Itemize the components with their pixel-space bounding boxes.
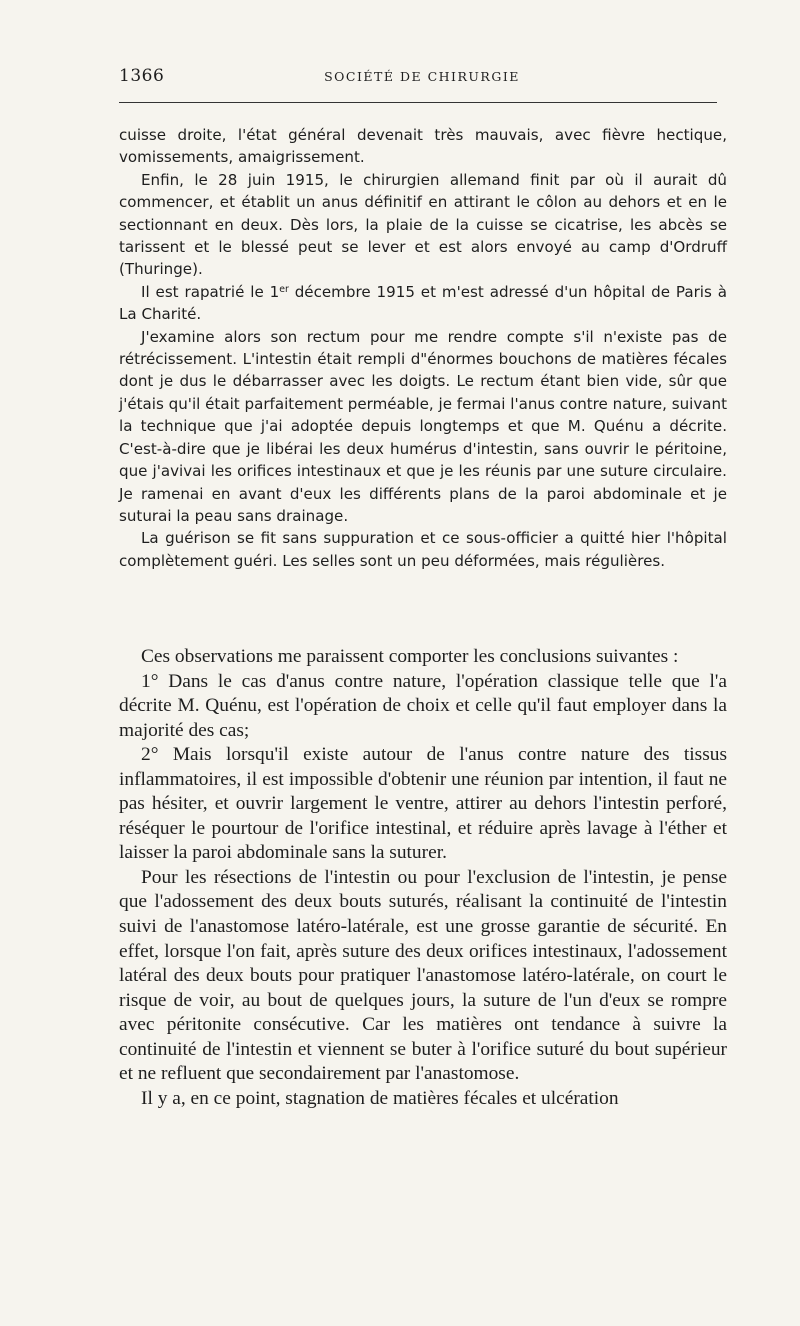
paragraph: Il y a, en ce point, stagnation de matières fécales et ulcération	[141, 1087, 619, 1109]
text-run: décembre 1915 et m'est adressé d'un hôpital de Paris à La Charité.	[119, 282, 727, 324]
running-title: SOCIÉTÉ DE CHIRURGIE	[324, 69, 520, 84]
page-number: 1366	[119, 66, 165, 86]
paragraph: 1° Dans le cas d'anus contre nature, l'opération classique telle que l'a décrite M. Quénu, est l'opération de choix et celle qu'il faut employer dans la majorité des cas;	[119, 670, 727, 741]
paragraph: Enfin, le 28 juin 1915, le chirurgien allemand finit par où il aurait dû commencer, et établit un anus définitif en attirant le côlon au dehors et en le sectionnant en deux. Dès lors, la plaie de la cuisse se cicatrise, les abcès se tarissent et le blessé peut se lever et est alors envoyé au camp d'Ordruff (Thuringe).	[119, 170, 727, 279]
page-header	[119, 66, 725, 92]
ordinal-superscript: er	[279, 283, 289, 295]
paragraph: Pour les résections de l'intestin ou pour l'exclusion de l'intestin, je pense que l'adossement des deux bouts suturés, réalisant la continuité de l'intestin suivi de l'anastomose latéro-latérale, est une grosse garantie de sécurité. En effet, lorsque l'on fait, après suture des deux orifices intestinaux, l'adossement latéral des deux bouts pour pratiquer l'anastomose latéro-latérale, on court le risque de voir, au bout de quelques jours, la suture de l'un d'eux se rompre avec péritonite consécutive. Car les matières ont tendance à suivre la continuité de l'intestin et viennent se buter à l'orifice suturé du bout supérieur et ne refluent que secondairement par l'anastomose.	[119, 866, 727, 1085]
paragraph: Ces observations me paraissent comporter les conclusions suivantes :	[141, 646, 679, 667]
paragraph: cuisse droite, l'état général devenait très mauvais, avec fièvre hectique, vomissements, amaigrissement.	[119, 126, 727, 167]
observation-text	[119, 124, 727, 572]
paragraph: La guérison se fit sans suppuration et ce sous-officier a quitté hier l'hôpital complètement guéri. Les selles sont un peu déformées, mais régulières.	[119, 529, 727, 570]
conclusions-text	[119, 645, 727, 1111]
paragraph: 2° Mais lorsqu'il existe autour de l'anus contre nature des tissus inflammatoires, il est impossible d'obtenir une réunion par intention, il faut ne pas hésiter, et ouvrir largement le ventre, attirer au dehors l'intestin perforé, réséquer le pourtour de l'orifice intestinal, et réduire après lavage à l'éther et laisser la paroi abdominale sans la suturer.	[119, 744, 727, 864]
header-rule	[119, 102, 717, 103]
paragraph: J'examine alors son rectum pour me rendre compte s'il n'existe pas de rétrécissement. L'intestin était rempli d"énormes bouchons de matières fécales dont je dus le débarrasser avec les doigts. Le rectum étant bien vide, sûr que j'étais qu'il était parfaitement perméable, je fermai l'anus contre nature, suivant la technique que j'ai adoptée depuis longtemps et que M. Quénu a décrite. C'est-à-dire que je libérai les deux humérus d'intestin, sans ouvrir le péritoine, que j'avivai les orifices intestinaux et que je les réunis par une suture circulaire. Je ramenai en avant d'eux les différents plans de la paroi abdominale et je suturai la peau sans drainage.	[119, 327, 727, 525]
text-run: Il est rapatrié le 1	[141, 282, 280, 301]
paragraph	[119, 281, 727, 326]
